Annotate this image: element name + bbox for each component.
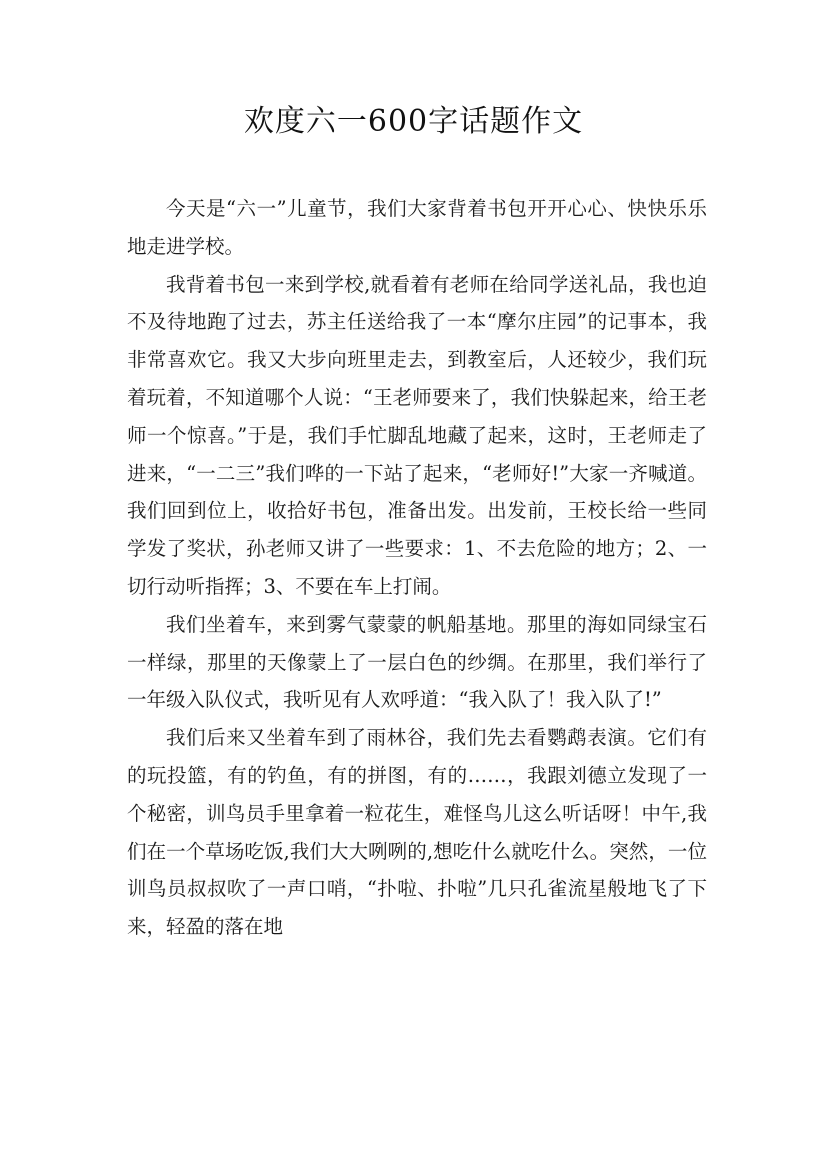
document-body xyxy=(127,190,707,946)
paragraph: 今天是“六一”儿童节，我们大家背着书包开开心心、快快乐乐地走进学校。 xyxy=(127,197,707,258)
document-title: 欢度六一600字话题作文 xyxy=(243,104,584,139)
paragraph: 我们后来又坐着车到了雨林谷，我们先去看鹦鹉表演。它们有的玩投篮，有的钓鱼，有的拼图，有的……，我跟刘德立发现了一个秘密，训鸟员手里拿着一粒花生，难怪鸟儿这么听话呀！中午,我们在一个草场吃饭,我们大大咧咧的,想吃什么就吃什么。突然，一位训鸟员叔叔吹了一声口哨，“扑啦、扑啦”几只孔雀流星般地飞了下来，轻盈的落在地 xyxy=(127,726,707,939)
paragraph: 我背着书包一来到学校,就看着有老师在给同学送礼品，我也迫不及待地跑了过去，苏主任送给我了一本“摩尔庄园”的记事本，我非常喜欢它。我又大步向班里走去，到教室后，人还较少，我们玩着玩着，不知道哪个人说：“王老师要来了，我们快躲起来，给王老师一个惊喜。”于是，我们手忙脚乱地藏了起来，这时，王老师走了进来，“一二三”我们哗的一下站了起来，“老师好!”大家一齐喊道。我们回到位上，收拾好书包，准备出发。出发前，王校长给一些同学发了奖状，孙老师又讲了一些要求：1、不去危险的地方；2、一切行动听指挥；3、不要在车上打闹。 xyxy=(127,272,707,598)
paragraph: 我们坐着车，来到雾气蒙蒙的帆船基地。那里的海如同绿宝石一样绿，那里的天像蒙上了一层白色的纱绸。在那里，我们举行了一年级入队仪式，我听见有人欢呼道：“我入队了！我入队了!” xyxy=(127,612,707,712)
